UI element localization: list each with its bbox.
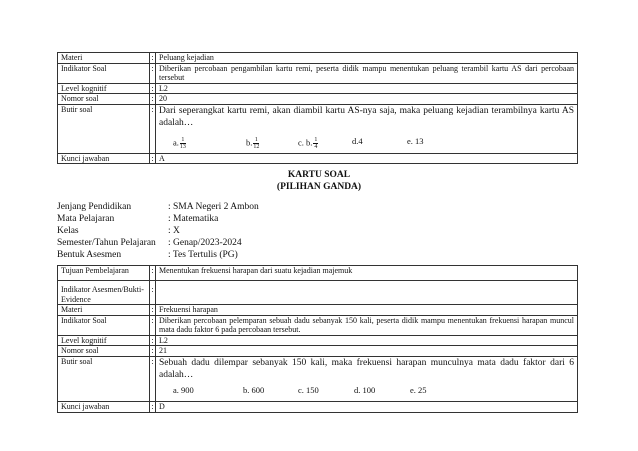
table-row [58, 63, 578, 83]
option-c [298, 137, 352, 150]
info-key: Semester/Tahun Pelajaran [57, 238, 156, 248]
table-row [58, 104, 578, 153]
info-value: : X [168, 226, 180, 236]
tujuan-label: Tujuan Pembelajaran [58, 266, 150, 281]
info-key: Mata Pelajaran [57, 214, 115, 224]
colon: : [150, 315, 156, 335]
colon: : [150, 266, 156, 281]
card-title: KARTU SOAL [287, 170, 351, 180]
option-d: d.4 [352, 135, 363, 146]
butir-cell [156, 356, 578, 402]
materi-value: Frekuensi harapan [156, 305, 578, 316]
fraction [313, 137, 318, 150]
numerator: 1 [314, 136, 318, 143]
materi-label: Materi [58, 305, 150, 316]
info-value: : Genap/2023-2024 [168, 238, 242, 248]
colon: : [150, 281, 156, 305]
option-a [173, 137, 246, 150]
kunci-label: Kunci jawaban [58, 153, 150, 164]
colon: : [151, 94, 154, 103]
colon: : [151, 83, 154, 93]
table-row [58, 281, 578, 305]
numerator: 1 [181, 136, 185, 143]
info-row [57, 225, 259, 237]
question-card-21 [57, 265, 578, 413]
question-text: Dari seperangkat kartu remi, akan diambil kartu AS-nya saja, maka peluang kejadian terambilnya kartu AS adalah… [159, 105, 574, 128]
nomor-value: 20 [156, 94, 578, 105]
kunci-value: A [156, 153, 578, 164]
info-row [57, 201, 259, 213]
fraction [180, 137, 186, 150]
colon: : [150, 63, 156, 83]
table-row [58, 315, 578, 335]
colon: : [150, 104, 156, 153]
info-row [57, 237, 259, 249]
colon: : [151, 335, 154, 345]
level-label: Level kognitif [58, 335, 150, 346]
table-row [58, 266, 578, 281]
indikator-value: Diberikan percobaan pelemparan sebuah dadu sebanyak 150 kali, peserta didik mampu menentukan frekuensi harapan muncul mata dadu faktor 6 pada percobaan tersebut. [156, 315, 578, 335]
question-text: Sebuah dadu dilempar sebanyak 150 kali, maka frekuensi harapan munculnya mata dadu faktor dari 6 adalah… [159, 357, 574, 380]
colon: : [151, 153, 154, 163]
butir-label: Butir soal [58, 356, 150, 402]
option-label: c. b. [298, 136, 313, 147]
denominator: 13 [179, 143, 186, 150]
fraction [253, 137, 259, 150]
table-row [58, 94, 578, 105]
colon: : [151, 305, 154, 314]
materi-label: Materi [58, 53, 150, 64]
numerator: 1 [254, 136, 258, 143]
card-subtitle: (PILIHAN GANDA) [276, 182, 362, 192]
info-key: Jenjang Pendidikan [57, 202, 132, 212]
info-key: Kelas [57, 226, 79, 236]
table-row [58, 356, 578, 402]
indikator-asesmen-label: Indikator Asesmen/Bukti-Evidence [58, 281, 150, 305]
butir-label: Butir soal [58, 104, 150, 153]
kunci-label: Kunci jawaban [58, 402, 150, 413]
indikator-label: Indikator Soal [58, 315, 150, 335]
kunci-value: D [156, 402, 578, 413]
denominator: 4 [314, 143, 318, 150]
info-block [57, 201, 259, 261]
option-label: b. [246, 136, 253, 147]
table-row [58, 335, 578, 346]
answer-options [159, 386, 574, 396]
answer-options [159, 137, 574, 150]
materi-value: Peluang kejadian [156, 53, 578, 64]
level-value: L2 [156, 335, 578, 346]
option-b [246, 137, 298, 150]
butir-cell [156, 104, 578, 153]
option-a: a. 900 [173, 384, 194, 395]
nomor-label: Nomor soal [58, 346, 150, 357]
table-row [58, 346, 578, 357]
nomor-value: 21 [156, 346, 578, 357]
indikator-asesmen-value [156, 281, 578, 305]
table-row [58, 153, 578, 164]
question-card-20 [57, 52, 578, 164]
colon: : [151, 402, 154, 411]
option-label: a. [173, 136, 179, 147]
table-row [58, 305, 578, 316]
option-d: d. 100 [354, 384, 376, 395]
table-row [58, 83, 578, 94]
level-label: Level kognitif [58, 83, 150, 94]
option-e: e. 25 [410, 384, 427, 395]
table-row [58, 402, 578, 413]
table-row [58, 53, 578, 64]
option-e: e. 13 [407, 135, 424, 146]
colon: : [151, 53, 154, 62]
nomor-label: Nomor soal [58, 94, 150, 105]
info-row [57, 249, 259, 261]
option-b: b. 600 [243, 384, 265, 395]
level-value: L2 [156, 83, 578, 94]
colon: : [150, 356, 156, 402]
info-key: Bentuk Asesmen [57, 250, 122, 260]
indikator-label: Indikator Soal [58, 63, 150, 83]
tujuan-value: Menentukan frekuensi harapan dari suatu kejadian majemuk [156, 266, 578, 281]
info-value: : SMA Negeri 2 Ambon [168, 202, 259, 212]
colon: : [151, 346, 154, 355]
denominator: 12 [253, 143, 260, 150]
info-value: : Tes Tertulis (PG) [168, 250, 238, 260]
indikator-value: Diberikan percobaan pengambilan kartu remi, peserta didik mampu menentukan peluang terambil kartu AS dari percobaan tersebut [156, 63, 578, 83]
info-value: : Matematika [168, 214, 219, 224]
option-c: c. 150 [298, 384, 319, 395]
info-row [57, 213, 259, 225]
